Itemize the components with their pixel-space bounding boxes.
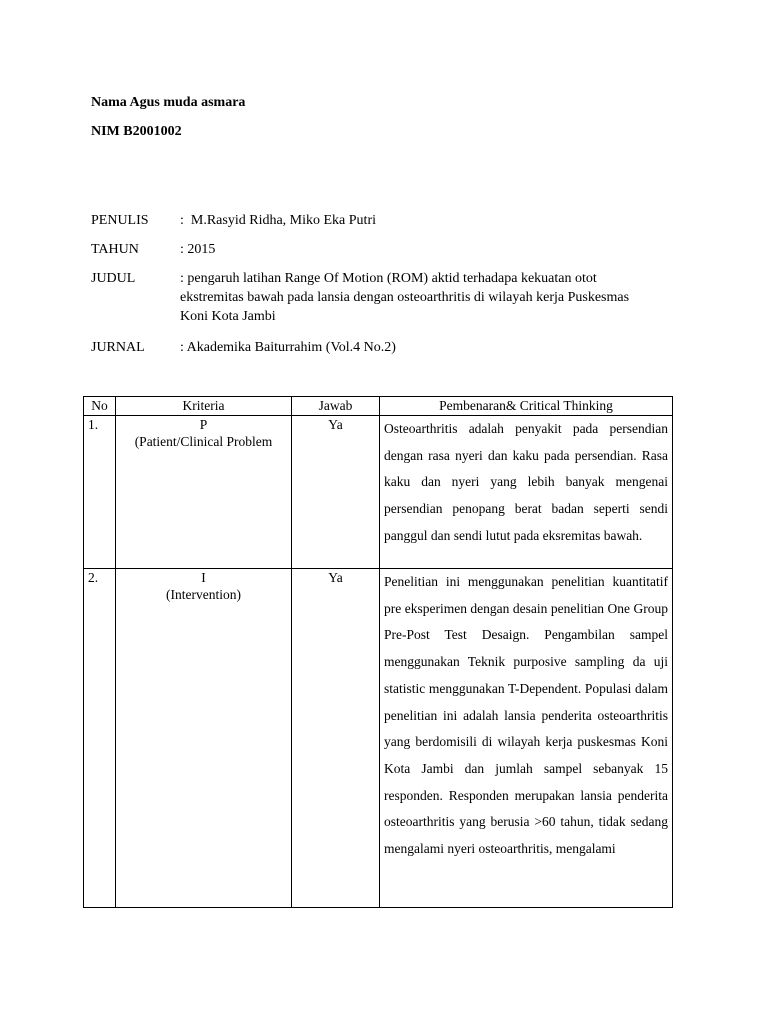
student-nim: NIM B2001002 xyxy=(91,124,182,139)
kriteria-code: P xyxy=(199,417,208,432)
row-no: 1. xyxy=(84,416,116,569)
table-header-row xyxy=(84,397,673,416)
student-name: Nama Agus muda asmara xyxy=(91,95,246,110)
row-pembenaran: Penelitian ini menggunakan penelitian kuantitatif pre eksperimen dengan desain penelitian One Group Pre-Post Test Desaign. Pengambilan sampel menggunakan Teknik purposive sampling da uji statistic menggunakan T-Dependent. Populasi dalam penelitian ini adalah lansia penderita osteoarthritis yang berdomisili di wilayah kerja puskesmas Koni Kota Jambi dan jumlah sampel sebanyak 15 responden. Responden merupakan lansia penderita osteoarthritis yang berusia >60 tahun, tidak sedang mengalami nyeri osteoarthritis, mengalami xyxy=(384,574,668,857)
meta-value: : M.Rasyid Ridha, Miko Eka Putri xyxy=(180,213,376,228)
header-no: No xyxy=(84,397,116,416)
pico-table xyxy=(83,396,673,908)
row-pembenaran: Osteoarthritis adalah penyakit pada persendian dengan rasa nyeri dan kaku pada persendian. Rasa kaku dan nyeri yang lebih banyak mengenai persendian penopang berat badan seperti sendi panggul dan sendi lutut pada eksremitas bawah. xyxy=(380,416,673,569)
meta-value: : pengaruh latihan Range Of Motion (ROM) aktid terhadapa kekuatan otot ekstremitas bawah pada lansia dengan osteoarthritis di wilayah kerja Puskesmas Koni Kota Jambi xyxy=(180,271,633,324)
meta-label: TAHUN xyxy=(91,242,139,257)
row-kriteria xyxy=(116,416,292,569)
kriteria-code: I xyxy=(201,570,206,585)
meta-label: JUDUL xyxy=(91,271,136,286)
row-no: 2. xyxy=(84,569,116,908)
row-kriteria xyxy=(116,569,292,908)
header-pembenaran: Pembenaran& Critical Thinking xyxy=(380,397,673,416)
meta-label: JURNAL xyxy=(91,340,145,355)
table-row xyxy=(84,569,673,908)
header-kriteria: Kriteria xyxy=(116,397,292,416)
table-row xyxy=(84,416,673,569)
meta-value: : Akademika Baiturrahim (Vol.4 No.2) xyxy=(180,340,396,355)
meta-value: : 2015 xyxy=(180,242,216,257)
kriteria-desc: (Intervention) xyxy=(166,587,241,602)
header-jawab: Jawab xyxy=(292,397,380,416)
row-pembenaran-cell xyxy=(380,569,673,908)
row-jawab: Ya xyxy=(292,416,380,569)
meta-label: PENULIS xyxy=(91,213,149,228)
kriteria-desc: (Patient/Clinical Problem xyxy=(134,434,273,449)
row-jawab: Ya xyxy=(292,569,380,908)
